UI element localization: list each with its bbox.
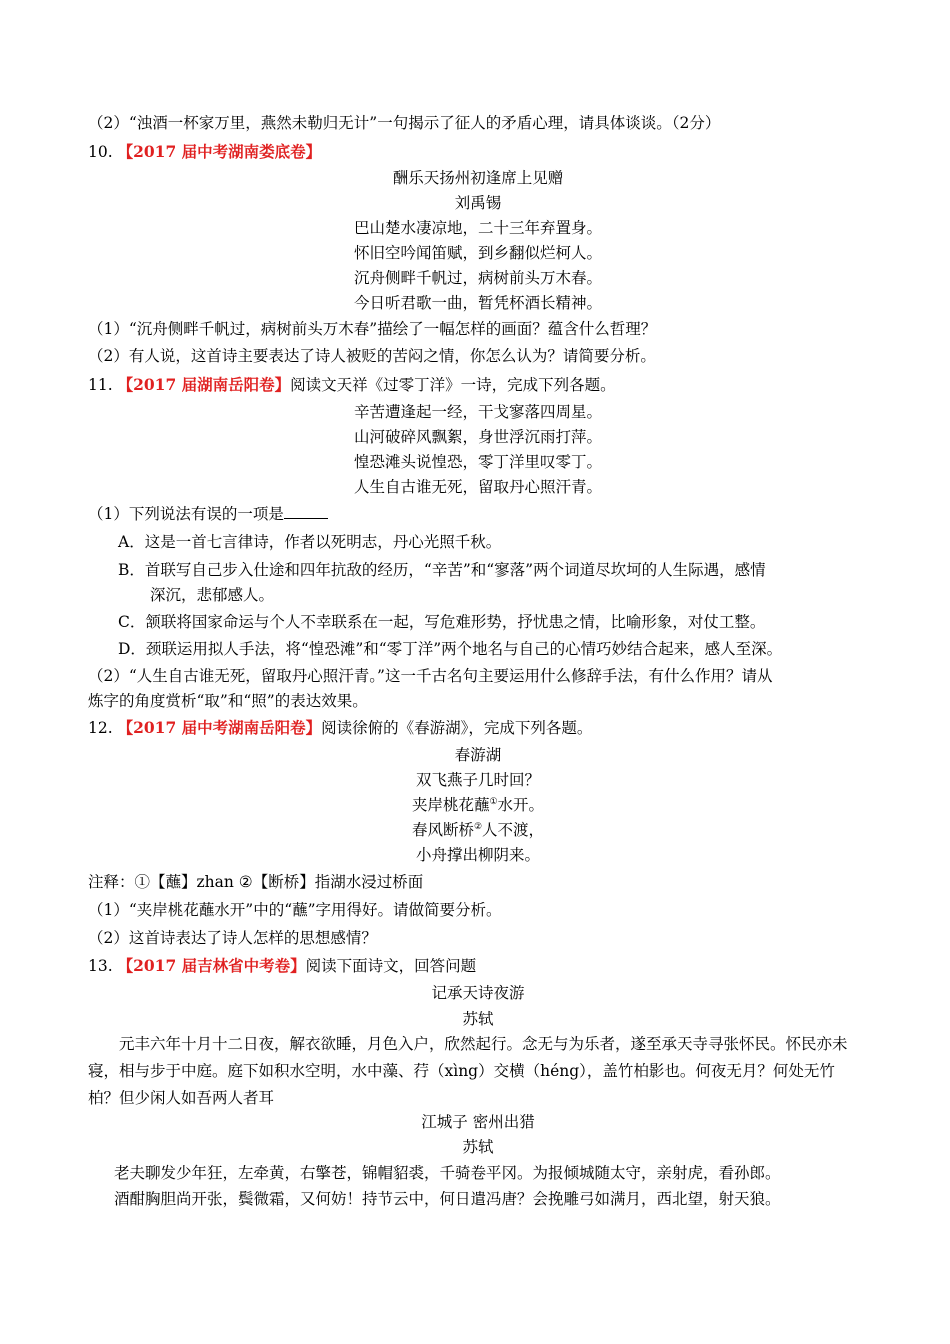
question-number: 13. bbox=[88, 957, 113, 975]
answer-blank bbox=[284, 504, 328, 519]
question-intro: 阅读文天祥《过零丁洋》一诗，完成下列各题。 bbox=[290, 376, 616, 394]
option-a: A．这是一首七言律诗，作者以死明志，丹心光照千秋。 bbox=[118, 533, 502, 551]
question-number: 11. bbox=[88, 376, 113, 394]
prose-title: 记承天诗夜游 bbox=[431, 984, 525, 1002]
q12-header bbox=[88, 716, 868, 740]
ci-stanza: 老夫聊发少年狂，左牵黄，右擎苍，锦帽貂裘，千骑卷平冈。为报倾城随太守，亲射虎，看孙郎。 bbox=[114, 1164, 781, 1182]
poem-title: 酬乐天扬州初逢席上见赠 bbox=[392, 169, 564, 187]
q10-header bbox=[88, 140, 868, 164]
ci-title: 江城子 密州出猎 bbox=[421, 1113, 535, 1131]
poem-line: 惶恐滩头说惶恐，零丁洋里叹零丁。 bbox=[353, 453, 602, 471]
q13-header bbox=[88, 954, 868, 978]
poem-line: 今日听君歌一曲，暂凭杯酒长精神。 bbox=[353, 294, 602, 312]
poem-line: 小舟撑出柳阴来。 bbox=[415, 846, 540, 864]
q10-subquestion-2: （2）有人说，这首诗主要表达了诗人被贬的苦闷之情，你怎么认为？请简要分析。 bbox=[88, 347, 656, 365]
q11-subquestion-1: （1）下列说法有误的一项是 bbox=[88, 502, 868, 526]
q11-header bbox=[88, 373, 868, 397]
question-number: 12. bbox=[88, 719, 113, 737]
source-tag: 【2017 届中考湖南娄底卷】 bbox=[117, 142, 322, 161]
q10-subquestion-1: （1）“沉舟侧畔千帆过，病树前头万木春”描绘了一幅怎样的画面？蕴含什么哲理？ bbox=[88, 320, 657, 338]
q9-subquestion-2: （2）“浊酒一杯家万里，燕然未勒归无计”一句揭示了征人的矛盾心理，请具体谈谈。（2分） bbox=[88, 114, 721, 132]
q12-subquestion-2: （2）这首诗表达了诗人怎样的思想感情？ bbox=[88, 929, 377, 947]
poem-line: 双飞燕子几时回？ bbox=[415, 771, 540, 789]
poem-line: 夹岸桃花蘸①水开。 bbox=[411, 796, 545, 814]
poem-line: 巴山楚水凄凉地，二十三年弃置身。 bbox=[353, 219, 602, 237]
poem-line: 春风断桥②人不渡， bbox=[411, 821, 545, 839]
option-b-continued: 深沉，悲郁感人。 bbox=[150, 586, 275, 604]
poem-line: 怀旧空吟闻笛赋，到乡翻似烂柯人。 bbox=[353, 244, 602, 262]
question-intro: 阅读下面诗文，回答问题 bbox=[305, 957, 477, 975]
question-number: 10. bbox=[88, 143, 113, 161]
poem-line: 沉舟侧畔千帆过，病树前头万木春。 bbox=[353, 269, 602, 287]
poem-author: 刘禹锡 bbox=[454, 194, 502, 212]
poem-line: 人生自古谁无死，留取丹心照汗青。 bbox=[353, 478, 602, 496]
footnote-marker: ① bbox=[489, 796, 498, 807]
annotation-note: 注释：①【蘸】zhan ②【断桥】指湖水浸过桥面 bbox=[88, 873, 424, 891]
source-tag: 【2017 届吉林省中考卷】 bbox=[117, 956, 306, 975]
ci-author: 苏轼 bbox=[462, 1138, 494, 1156]
source-tag: 【2017 届中考湖南岳阳卷】 bbox=[117, 718, 322, 737]
ci-stanza: 酒酣胸胆尚开张，鬓微霜，又何妨！持节云中，何日遣冯唐？会挽雕弓如满月，西北望，射天狼。 bbox=[114, 1190, 781, 1208]
option-c: C．颔联将国家命运与个人不幸联系在一起，写危难形势，抒忧患之情，比喻形象，对仗工整。 bbox=[118, 613, 766, 631]
prose-body: 元丰六年十月十二日夜，解衣欲睡，月色入户，欣然起行。念无与为乐者，遂至承天寺寻张怀民。怀民亦未寝，相与步于中庭。庭下如积水空明，水中藻、荇（xìng）交横（héng），盖竹柏影也。何夜无月？何处无竹柏？但少闲人如吾两人者耳 bbox=[88, 1035, 848, 1107]
poem-line: 辛苦遭逢起一经，干戈寥落四周星。 bbox=[353, 403, 602, 421]
q11-subquestion-2-continued: 炼字的角度赏析“取”和“照”的表达效果。 bbox=[88, 692, 368, 710]
option-b: B．首联写自己步入仕途和四年抗敌的经历，“辛苦”和“寥落”两个词道尽坎坷的人生际遇，感情 bbox=[118, 561, 766, 579]
poem-line: 山河破碎风飘絮，身世浮沉雨打萍。 bbox=[353, 428, 602, 446]
option-d: D．颈联运用拟人手法，将“惶恐滩”和“零丁洋”两个地名与自己的心情巧妙结合起来，感人至深。 bbox=[118, 640, 783, 658]
q12-subquestion-1: （1）“夹岸桃花蘸水开”中的“蘸”字用得好。请做简要分析。 bbox=[88, 901, 502, 919]
q11-subquestion-2: （2）“人生自古谁无死，留取丹心照汗青。”这一千古名句主要运用什么修辞手法，有什么作用？请从 bbox=[88, 667, 773, 685]
prose-author: 苏轼 bbox=[462, 1010, 494, 1028]
footnote-marker: ② bbox=[473, 821, 483, 832]
question-intro: 阅读徐俯的《春游湖》，完成下列各题。 bbox=[321, 719, 593, 737]
source-tag: 【2017 届湖南岳阳卷】 bbox=[117, 375, 291, 394]
poem-title: 春游湖 bbox=[454, 746, 502, 764]
